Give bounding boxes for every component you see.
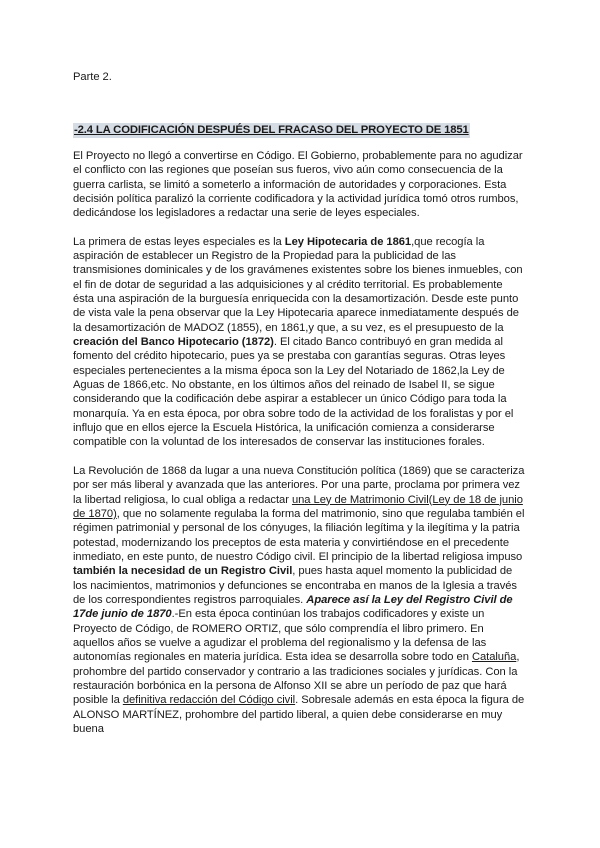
bold-ley-hipotecaria: Ley Hipotecaria de 1861: [284, 235, 412, 248]
section-heading: -2.4 LA CODIFICACIÓN DESPUÉS DEL FRACASO DEL PROYECTO DE 1851: [74, 124, 469, 137]
paragraph-2: [73, 235, 525, 450]
underline-cataluna: Cataluña: [471, 651, 517, 664]
paragraph-1: El Proyecto no llegó a convertirse en Código. El Gobierno, probablemente para no agudizar el conflicto con las regiones que poseían sus fueros, vivo aún como consecuencia de la guerra carlista, se limitó a someterlo a información de autoridades y corporaciones. Esta decisión política paralizó la corriente codificadora y la actividad jurídica tomó otros rumbos, dedicándose los legisladores a redactar una serie de leyes especiales.: [73, 149, 523, 220]
text-run: , pues hasta aquel momento la publicidad de los nacimientos, matrimonios y defunciones se encontraba en manos de la Iglesia a través de los correspondientes registros parroquiales.: [73, 565, 517, 606]
document-page: [73, 70, 525, 736]
underline-ley-matrimonio-civil: una Ley de Matrimonio Civil(Ley de 18 de junio de 1870): [73, 493, 523, 520]
part-label: Parte 2.: [73, 71, 112, 83]
text-run: ,que recogía la aspiración de establecer un Registro de la Propiedad para la publicidad de las transmisiones dominicales y de los gravámenes existentes sobre los bienes inmuebles, con el fin de dotar de seguridad a las adquisiciones y al crédito territorial. Es probablemente ésta una aspiración de la burguesía enriquecida con la desamortización. Desde este punto de vista vale la pena observar que la Ley Hipotecaria aparece inmediatamente después de la desamortización de MADOZ (1855), en 1861,y que, a su vez, es el presupuesto de la: [73, 235, 523, 334]
paragraph-3: [73, 464, 525, 737]
text-run: . Sobresale además en esta época la figura de ALONSO MARTÍNEZ, prohombre del partido liberal, a quien debe considerarse en muy buena: [73, 694, 525, 735]
text-run: . El citado Banco contribuyó en gran medida al fomento del crédito hipotecario, pues ya se prestaba con garantías seguras. Otras leyes especiales pertenecientes a la misma época son la Ley del Notariado de 1862,la Ley de Aguas de 1866,etc. No obstante, en los últimos años del reinado de Isabel II, se sigue considerando que la codificación debe aspirar a establecer un único Código para toda la monarquía. Ya en esta época, por obra sobre todo de la actividad de los foralistas y por el influjo que en ellos ejerce la Escuela Histórica, la unificación comienza a considerarse compatible con la voluntad de los interesados de conservar las instituciones forales.: [73, 336, 514, 449]
text-run: , que no solamente regulaba la forma del matrimonio, sino que regulaba también el régimen patrimonial y personal de los cónyuges, la filiación legítima y la ilegítima y la patria potestad, modernizando los preceptos de esta materia y convirtiéndose en el precedente inmediato, en este punto, de nuestro Código civil. El principio de la libertad religiosa impuso: [73, 507, 525, 563]
text-run: .-En esta época continúan los trabajos codificadores y existe un Proyecto de Código, de ROMERO ORTIZ, que sólo comprendía el libro primero. En aquellos años se vuelve a agudizar el problema del regionalismo y la defensa de las autonomías regionales en materia jurídica. Esta idea se desarrolla sobre todo en: [73, 608, 487, 664]
bold-registro-civil: también la necesidad de un Registro Civil: [73, 565, 293, 578]
bold-banco-hipotecario: creación del Banco Hipotecario (1872): [73, 336, 274, 349]
underline-redaccion-codigo: definitiva redacción del Código civil: [122, 694, 296, 707]
text-run: La primera de estas leyes especiales es la: [73, 235, 285, 248]
bold-italic-ley-registro-civil: Aparece así la Ley del Registro Civil de 17de junio de 1870: [73, 593, 513, 621]
text-run: , prohombre del partido conservador y contrario a las tradiciones sociales y jurídicas. Con la restauración borbónica en la persona de Alfonso XII se abre un período de paz que hará posible la: [73, 651, 520, 707]
text-run: La Revolución de 1868 da lugar a una nueva Constitución política (1869) que se caracteriza por ser más liberal y avanzada que las anteriores. Por una parte, proclama por primera vez la libertad religiosa, lo cual obliga a redactar: [73, 464, 525, 506]
